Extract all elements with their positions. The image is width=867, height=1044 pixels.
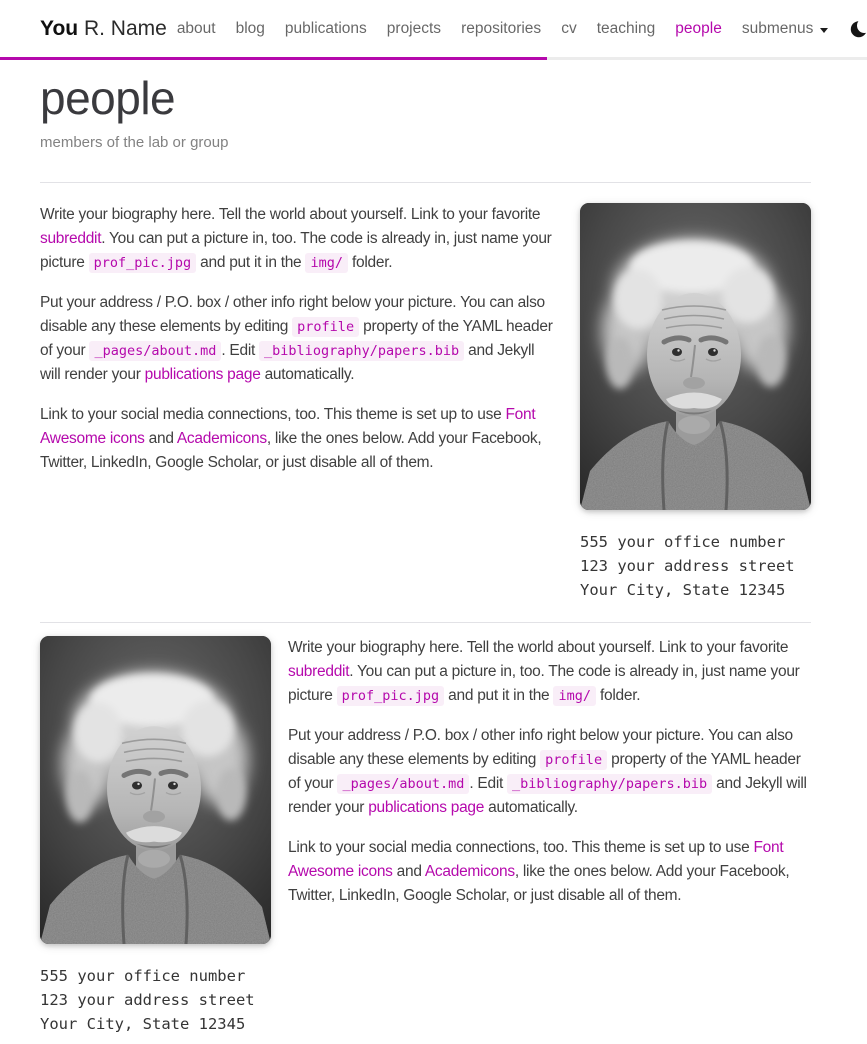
moon-icon xyxy=(850,19,867,39)
nav-item-label: about xyxy=(176,19,216,37)
person-section-1 xyxy=(40,183,811,602)
nav-item-label: blog xyxy=(235,19,265,37)
scroll-progress-bar xyxy=(0,57,867,60)
nav-item-label: people xyxy=(675,19,722,37)
inline-code: profile xyxy=(540,750,607,770)
inline-link[interactable]: publications page xyxy=(368,799,485,816)
nav-item-teaching[interactable] xyxy=(587,20,666,38)
text-run: Write your biography here. Tell the world about yourself. Link to your favorite xyxy=(288,639,789,656)
text-run: Link to your social media connections, too. This theme is set up to use xyxy=(40,406,506,423)
bio-text xyxy=(288,636,811,908)
text-run: and Jekyll will render your xyxy=(288,775,807,816)
text-run: Write your biography here. Tell the world about yourself. Link to your favorite xyxy=(40,206,541,223)
profile-column xyxy=(40,636,271,1036)
inline-link[interactable]: publications page xyxy=(144,366,261,383)
nav-item-label: publications xyxy=(284,19,367,37)
text-run: folder. xyxy=(595,687,641,704)
inline-code: prof_pic.jpg xyxy=(337,686,445,706)
bio-text xyxy=(40,203,555,475)
profile-photo xyxy=(580,203,811,510)
nav-item-label: submenus xyxy=(741,19,814,37)
person-section-2 xyxy=(40,623,811,1036)
nav-item-people[interactable] xyxy=(665,20,732,38)
page-title: people xyxy=(40,72,176,124)
inline-link[interactable]: subreddit xyxy=(288,663,350,680)
nav-item-label: cv xyxy=(561,19,577,37)
page-description: members of the lab or group xyxy=(40,134,229,151)
text-run: automatically. xyxy=(484,799,578,816)
text-run: and put it in the xyxy=(444,687,554,704)
nav-item-cv[interactable] xyxy=(551,20,587,38)
dark-mode-toggle[interactable] xyxy=(850,19,867,39)
text-run: property of the YAML header of your xyxy=(288,751,801,792)
bio-paragraph xyxy=(288,724,811,820)
text-run: and xyxy=(392,863,425,880)
address-line: 555 your office number xyxy=(580,533,786,551)
inline-code: img/ xyxy=(305,253,348,273)
inline-code: _pages/about.md xyxy=(337,774,469,794)
profile-photo xyxy=(40,636,271,944)
inline-link[interactable]: Font Awesome icons xyxy=(288,839,784,880)
nav-item-label: teaching xyxy=(596,19,656,37)
inline-code: _bibliography/papers.bib xyxy=(259,341,464,361)
text-run: . You can put a picture in, too. The code is already in, just name your picture xyxy=(288,663,800,704)
inline-code: img/ xyxy=(553,686,596,706)
bio-paragraph xyxy=(40,203,555,275)
address-line: Your City, State 12345 xyxy=(40,1015,246,1033)
text-run: automatically. xyxy=(260,366,355,383)
profile-column xyxy=(580,203,811,602)
nav-item-label: projects xyxy=(386,19,442,37)
inline-link[interactable]: Academicons xyxy=(424,863,515,880)
bio-paragraph xyxy=(288,836,811,908)
scroll-progress-fill xyxy=(0,57,547,60)
address-line: 555 your office number xyxy=(40,967,246,985)
brand-first-name: You xyxy=(40,16,79,40)
address-block xyxy=(40,964,271,1036)
inline-code: prof_pic.jpg xyxy=(89,253,197,273)
bio-paragraph xyxy=(288,636,811,708)
text-run: folder. xyxy=(347,254,393,271)
nav-item-about[interactable] xyxy=(167,20,226,38)
text-run: . You can put a picture in, too. The code is already in, just name your picture xyxy=(40,230,552,271)
nav-links xyxy=(167,20,839,38)
nav-item-projects[interactable] xyxy=(377,20,451,38)
inline-code: profile xyxy=(292,317,359,337)
bio-paragraph xyxy=(40,403,555,475)
text-run: and xyxy=(144,430,177,447)
text-run: Put your address / P.O. box / other info right below your picture. You can also disable any these elements by editing xyxy=(40,294,545,335)
inline-link[interactable]: Font Awesome icons xyxy=(40,406,536,447)
text-run: and put it in the xyxy=(196,254,306,271)
nav-item-blog[interactable] xyxy=(226,20,275,38)
text-run: Put your address / P.O. box / other info right below your picture. You can also disable any these elements by editing xyxy=(288,727,793,768)
text-run: , like the ones below. Add your Facebook, Twitter, LinkedIn, Google Scholar, or just disable all of them. xyxy=(40,430,542,471)
address-line: Your City, State 12345 xyxy=(580,581,786,599)
site-brand[interactable] xyxy=(40,17,167,41)
brand-last-name: R. Name xyxy=(83,16,167,40)
nav-item-label: repositories xyxy=(461,19,542,37)
text-run: Link to your social media connections, too. This theme is set up to use xyxy=(288,839,754,856)
inline-link[interactable]: Academicons xyxy=(176,430,267,447)
nav-item-publications[interactable] xyxy=(275,20,377,38)
address-line: 123 your address street xyxy=(40,991,255,1009)
inline-link[interactable]: subreddit xyxy=(40,230,102,247)
nav-item-submenus[interactable] xyxy=(732,20,839,38)
text-run: , like the ones below. Add your Facebook, Twitter, LinkedIn, Google Scholar, or just disable all of them. xyxy=(288,863,790,904)
chevron-down-icon xyxy=(820,28,828,33)
page-content xyxy=(40,72,811,1036)
address-line: 123 your address street xyxy=(580,557,795,575)
bio-paragraph xyxy=(40,291,555,387)
text-run: . Edit xyxy=(469,775,508,792)
navbar xyxy=(0,0,867,57)
inline-code: _pages/about.md xyxy=(89,341,221,361)
text-run: and Jekyll will render your xyxy=(40,342,535,383)
nav-item-repositories[interactable] xyxy=(451,20,551,38)
text-run: property of the YAML header of your xyxy=(40,318,553,359)
text-run: . Edit xyxy=(221,342,260,359)
address-block xyxy=(580,530,811,602)
inline-code: _bibliography/papers.bib xyxy=(507,774,712,794)
